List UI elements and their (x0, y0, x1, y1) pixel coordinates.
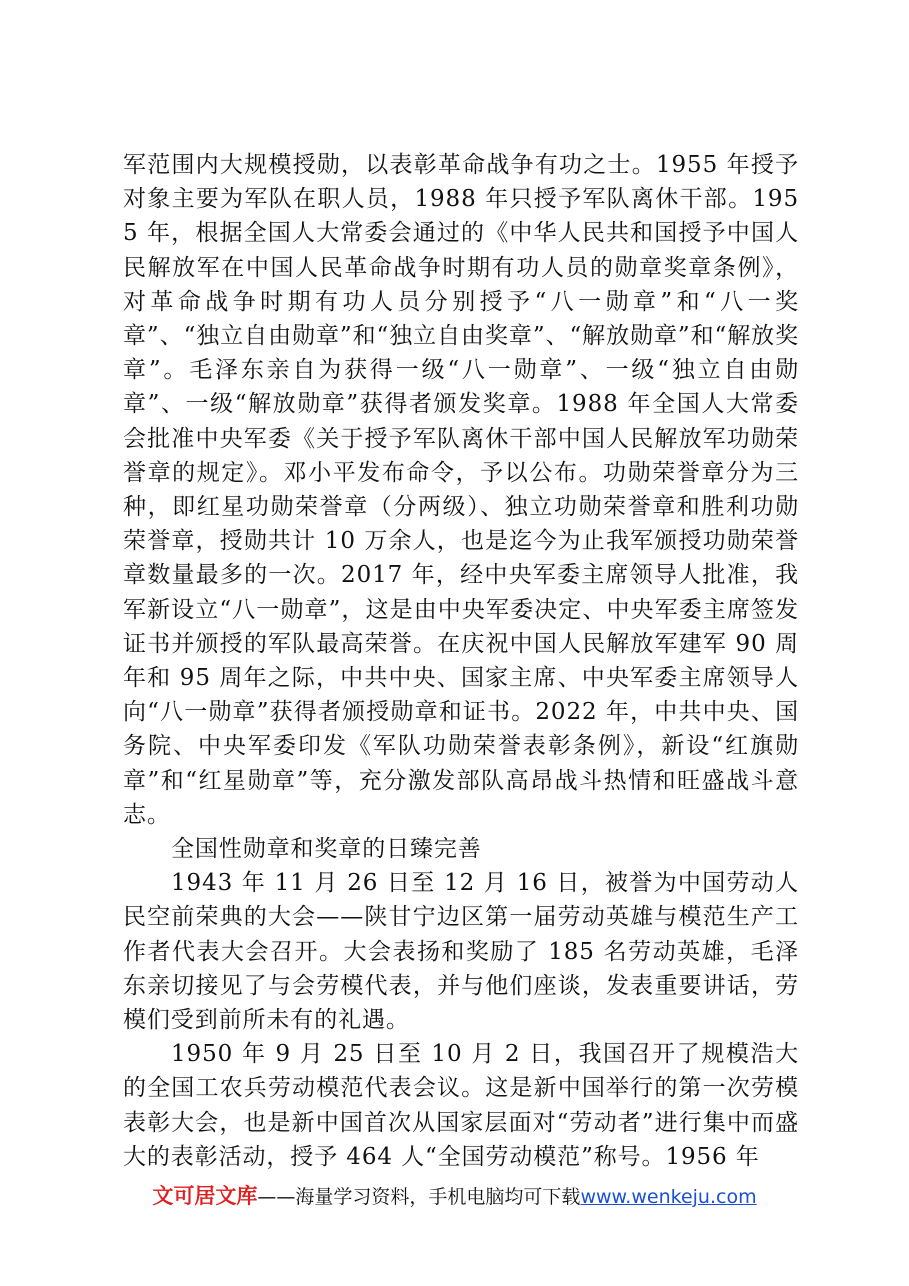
paragraph-1943-congress: 1943 年 11 月 26 日至 12 月 16 日，被誉为中国劳动人民空前荣典的大会——陕甘宁边区第一届劳动英雄与模范生产工作者代表大会召开。大会表扬和奖励了 185 名劳动英雄，毛泽东亲切接见了与会劳模代表，并与他们座谈，发表重要讲话，劳模们受到前所未有的礼遇。 (123, 870, 799, 1034)
footer-site-link[interactable]: www.wenkeju.com (580, 1186, 757, 1208)
document-body (123, 148, 799, 1174)
footer-brand: 文可居文库 (152, 1184, 258, 1208)
paragraph-1950-congress: 1950 年 9 月 25 日至 10 月 2 日，我国召开了规模浩大的全国工农兵劳动模范代表会议。这是新中国举行的第一次劳模表彰大会，也是新中国首次从国家层面对“劳动者”进行集中而盛大的表彰活动，授予 464 人“全国劳动模范”称号。1956 年 (123, 1041, 799, 1170)
footer-banner (0, 1182, 909, 1211)
footer-slogan: ——海量学习资料，手机电脑均可下载 (257, 1186, 581, 1208)
section-heading: 全国性勋章和奖章的日臻完善 (171, 836, 482, 863)
paragraph-military-medals: 军范围内大规模授勋，以表彰革命战争有功之士。1955 年授予对象主要为军队在职人员，1988 年只授予军队离休干部。1955 年，根据全国人大常委会通过的《中华人民共和国授予中国人民解放军在中国人民革命战争时期有功人员的勋章奖章条例》，对革命战争时期有功人员分别授予“八一勋章”和“八一奖章”、“独立自由勋章”和“独立自由奖章”、“解放勋章”和“解放奖章”。毛泽东亲自为获得一级“八一勋章”、一级“独立自由勋章”、一级“解放勋章”获得者颁发奖章。1988 年全国人大常委会批准中央军委《关于授予军队离休干部中国人民解放军功勋荣誉章的规定》。邓小平发布命令，予以公布。功勋荣誉章分为三种，即红星功勋荣誉章（分两级）、独立功勋荣誉章和胜利功勋荣誉章，授勋共计 10 万余人，也是迄今为止我军颁授功勋荣誉章数量最多的一次。2017 年，经中央军委主席领导人批准，我军新设立“八一勋章”，这是由中央军委决定、中央军委主席签发证书并颁授的军队最高荣誉。在庆祝中国人民解放军建军 90 周年和 95 周年之际，中共中央、国家主席、中央军委主席领导人向“八一勋章”获得者颁授勋章和证书。2022 年，中共中央、国务院、中央军委印发《军队功勋荣誉表彰条例》，新设“红旗勋章”和“红星勋章”等，充分激发部队高昂战斗热情和旺盛战斗意志。 (123, 152, 799, 828)
